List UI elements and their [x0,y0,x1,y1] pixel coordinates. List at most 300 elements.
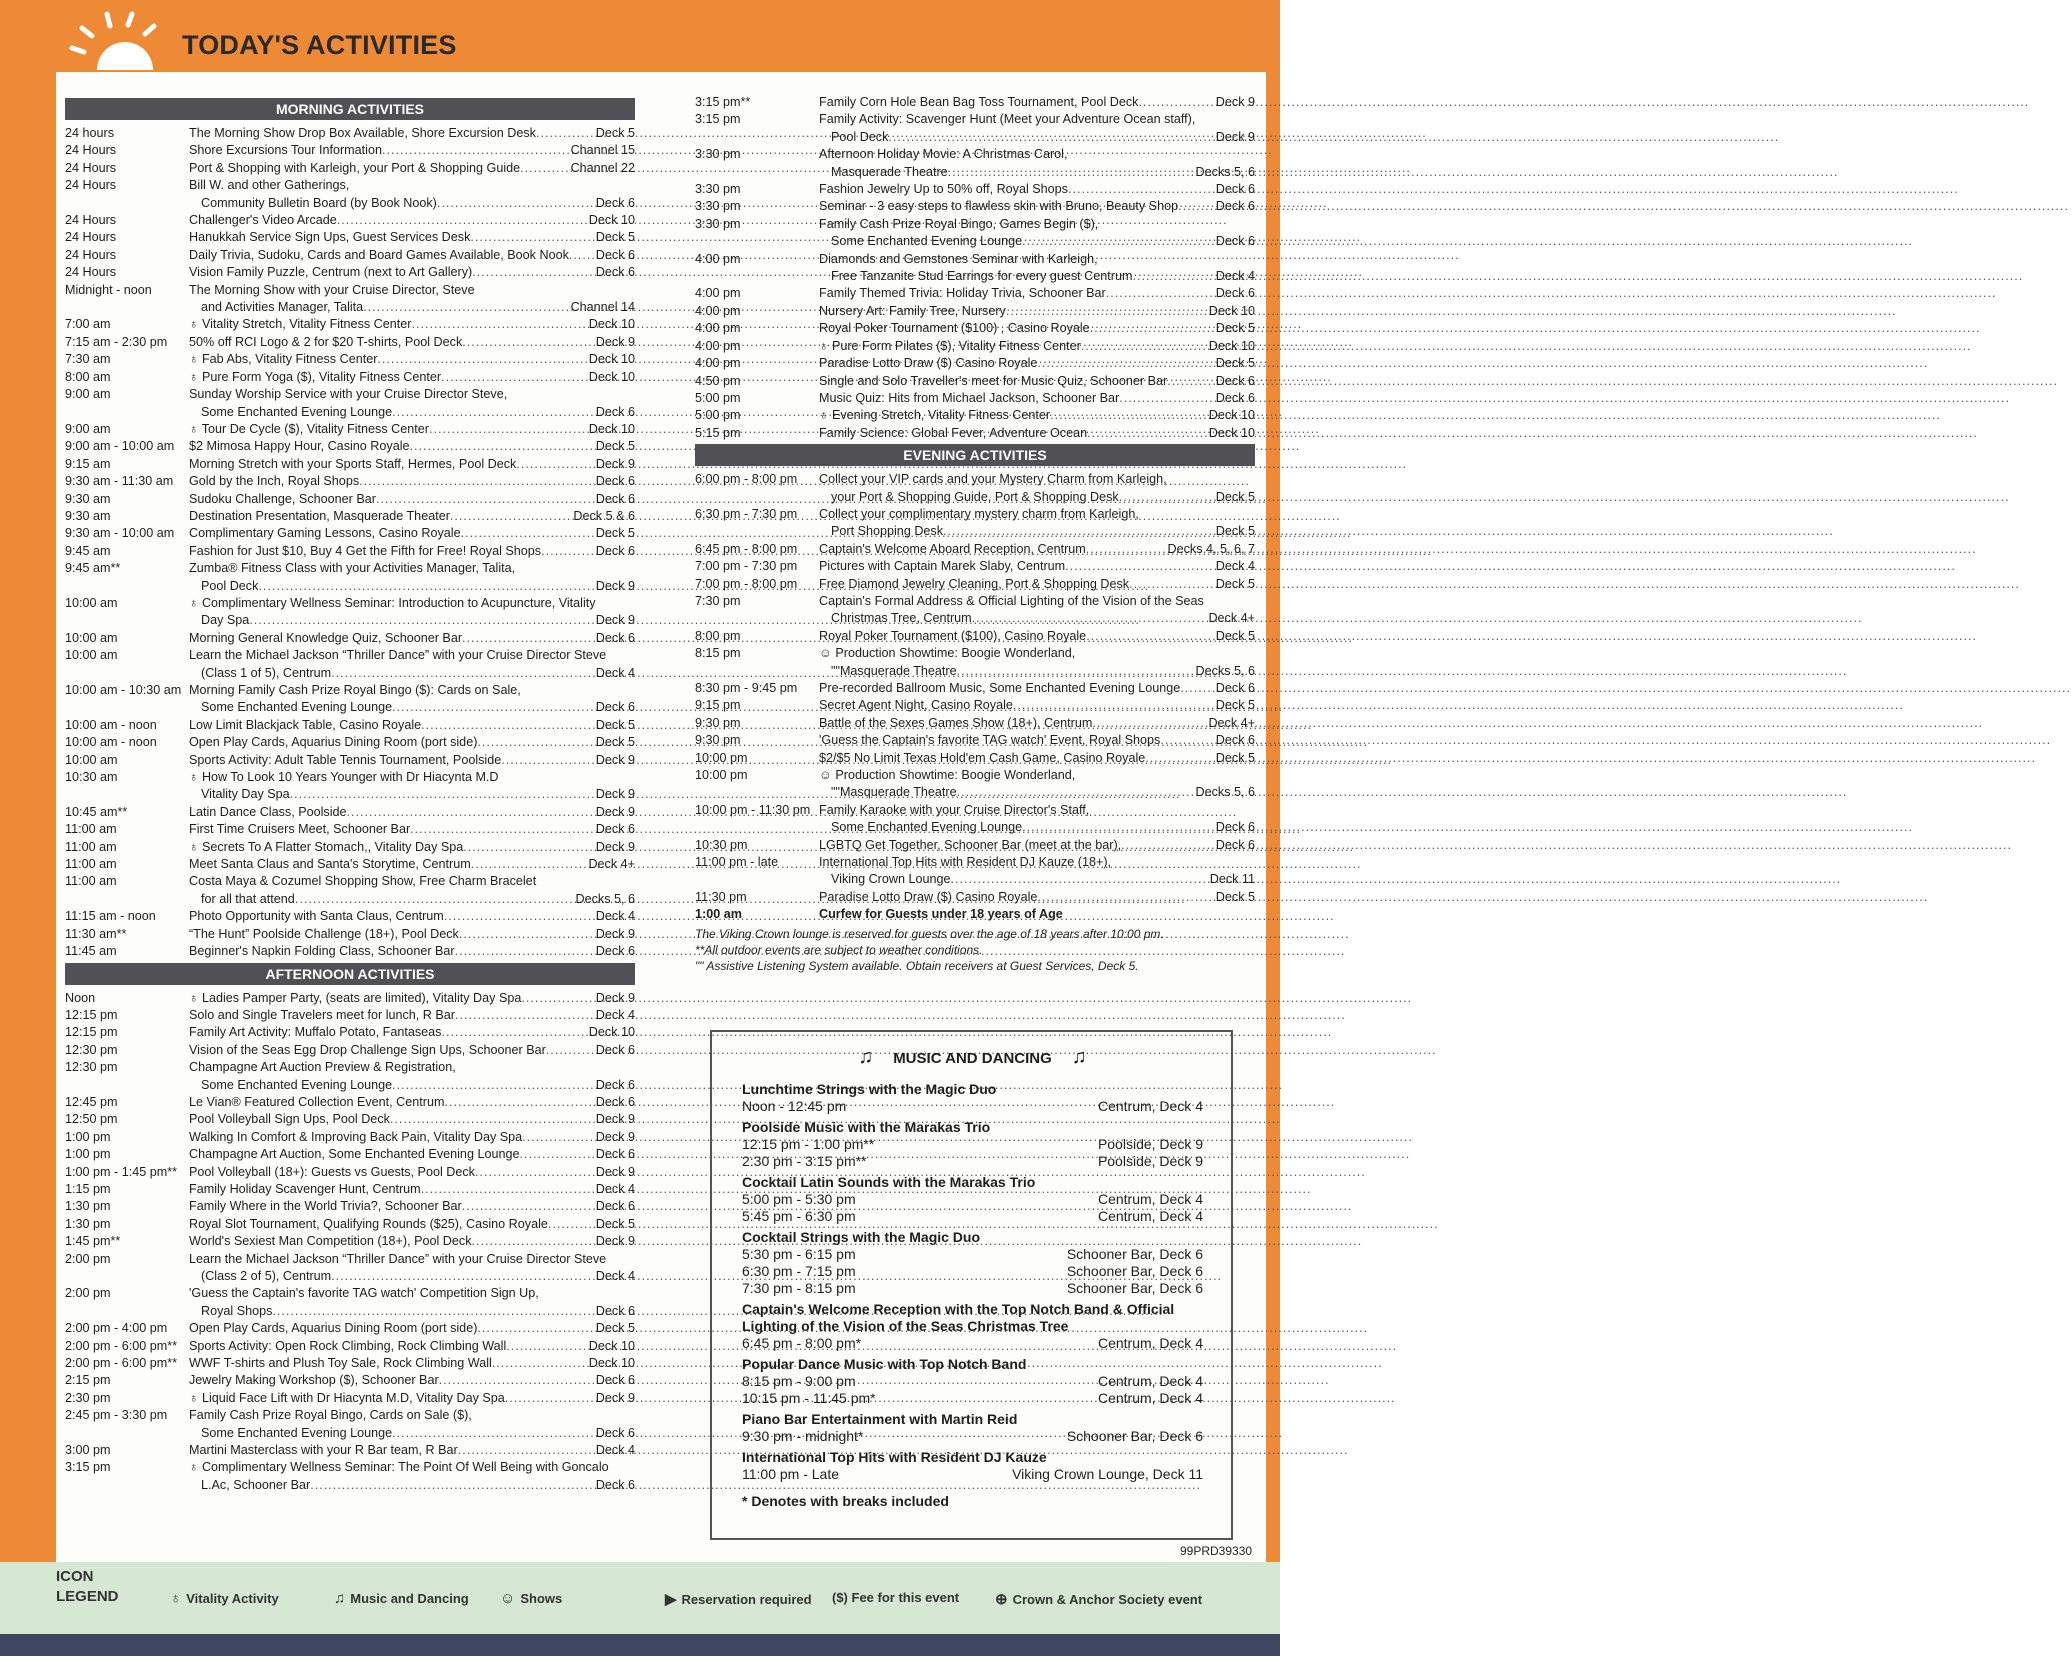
activity-line [819,425,1255,442]
activity-time: 7:30 pm [695,593,741,608]
activity-details [189,142,635,159]
music-time: 6:45 pm - 8:00 pm* [742,1335,862,1351]
activity-location: Deck 9 [595,1129,635,1144]
activity-location: Deck 5 [1215,524,1255,539]
activity-details [819,198,1255,215]
activity-details [189,160,635,177]
activity-details [189,839,635,856]
activity-text: Morning General Knowledge Quiz, Schooner Bar [189,630,463,645]
leader-dots [1167,373,1215,390]
activity-text: Zumba® Fitness Class with your Activities Manager, Talita, [189,561,516,576]
music-title: ♫ MUSIC AND DANCING ♫ [858,1046,1087,1068]
activity-time: 1:00 pm [65,1147,111,1162]
activity-location: Decks 5, 6 [1195,785,1255,800]
activity-details [189,1233,635,1250]
activity-location: Deck 4 [595,1007,635,1022]
music-act-title: Cocktail Strings with the Magic Duo [742,1229,981,1245]
activity-location: Deck 10 [588,213,635,228]
leader-dots [462,1198,595,1215]
activity-line [819,663,1255,680]
activity-row [65,1059,635,1094]
leader-dots [520,160,569,177]
activity-time: 1:00 am [695,907,742,922]
activity-location: Deck 4 [1215,559,1255,574]
activity-line [819,784,1255,801]
activity-location: Deck 9 [595,1112,635,1127]
leader-dots [972,610,1208,627]
activity-details [819,854,1255,889]
leader-dots [506,1338,588,1355]
activity-location: Deck 9 [595,926,635,941]
activity-row [65,682,635,717]
activity-time: 11:00 am [65,839,117,854]
activity-row [65,1094,635,1111]
activity-text: Pre-recorded Ballroom Music, Some Enchanted Evening Lounge [819,681,1181,695]
leader-dots [461,525,595,542]
leader-dots [519,1146,594,1163]
leader-dots [410,438,595,455]
activity-row [695,506,1255,541]
activity-details [189,1459,635,1494]
activity-line [819,373,1255,390]
leader-dots [501,752,595,769]
activity-line [189,595,635,612]
activity-details [189,177,635,212]
activity-text: Learn the Michael Jackson “Thriller Dance” with your Cruise Director Steve [189,648,607,663]
activity-line [819,750,1255,767]
activity-line [189,839,635,856]
activity-row [65,1338,635,1355]
activity-line [189,1164,635,1181]
activity-time: 4:00 pm [695,338,741,353]
activity-location: Deck 6 [1215,837,1255,852]
activity-location: Deck 5 [1215,628,1255,643]
section-header: EVENING ACTIVITIES [695,444,1255,466]
activity-details [189,1129,635,1146]
activity-text: Fashion for Just $10, Buy 4 Get the Fifth for Free! Royal Shops [189,543,542,558]
activity-row [65,1285,635,1320]
activity-time: 10:00 am - 10:30 am [65,683,182,697]
music-location: Schooner Bar, Deck 6 [1066,1428,1203,1444]
footnotes [695,926,1255,974]
activity-text: Christmas Tree, Centrum [831,611,972,626]
activity-text: Family Karaoke with your Cruise Director's Staff, [819,802,1090,817]
activity-row [695,303,1255,320]
activity-location: Deck 6 [1215,182,1255,197]
activity-row [695,837,1255,854]
activity-time: 9:30 am - 11:30 am [65,474,174,489]
activity-row [65,160,635,177]
leader-dots [1081,338,1208,355]
activity-text: Music Quiz: Hits from Michael Jackson, Schooner Bar [819,390,1120,405]
music-location: Poolside, Deck 9 [1097,1153,1203,1169]
activity-time: 11:30 pm [695,889,747,904]
legend-shows: ☺ Shows [500,1590,563,1607]
activity-time: 10:45 am** [65,804,128,819]
leader-dots [1129,576,1215,593]
leader-dots [951,871,1209,888]
music-location: Centrum, Deck 4 [1097,1390,1203,1406]
activity-line [189,943,635,960]
activity-location: Deck 4+ [1208,611,1255,626]
activity-location: Decks 5, 6 [1195,164,1255,179]
leader-dots [1119,489,1215,506]
activity-line [189,1459,635,1476]
activity-time: 2:00 pm [65,1251,111,1266]
activity-time: 2:15 pm [65,1373,111,1388]
activity-line [819,94,1255,111]
activity-details [819,576,1255,593]
activity-line [189,1129,635,1146]
activity-row [695,645,1255,680]
activity-text: Destination Presentation, Masquerade Theater [189,508,450,523]
activity-text: Morning Family Cash Prize Royal Bingo ($): Cards on Sale, [189,683,521,697]
activity-text: International Top Hits with Resident DJ Kauze (18+), [819,855,1112,870]
activity-text: Some Enchanted Evening Lounge [831,820,1023,835]
activity-row [65,908,635,925]
activity-text: Family Themed Trivia: Holiday Trivia, Schooner Bar [819,286,1106,301]
activity-text: World's Sexiest Man Competition (18+), Pool Deck [189,1234,472,1249]
legend-fee: ($) Fee for this event [832,1590,960,1605]
activity-time: 9:30 am [65,508,111,523]
activity-text: Some Enchanted Evening Lounge [201,700,393,715]
leader-dots [410,821,595,838]
activity-line [189,1303,635,1320]
activity-line [189,1007,635,1024]
activity-line [189,699,635,716]
activity-row [695,854,1255,889]
activity-row [65,543,635,560]
activity-row [695,576,1255,593]
activity-text: Family Activity: Scavenger Hunt (Meet your Adventure Ocean staff), [819,112,1196,127]
activity-line [189,1077,635,1094]
leader-dots [470,229,594,246]
activity-line [189,195,635,212]
activity-details [819,715,1255,732]
activity-line [189,1338,635,1355]
activity-time: 12:15 pm [65,1007,118,1022]
activity-details [189,212,635,229]
activity-details [819,216,1255,251]
activity-text: Vision of the Seas Egg Drop Challenge Sign Ups, Schooner Bar [189,1042,546,1057]
music-time: 5:45 pm - 6:30 pm [742,1208,856,1224]
activity-text: Royal Slot Tournament, Qualifying Rounds ($25), Casino Royale [189,1216,548,1231]
activity-location: Deck 6 [595,1425,635,1440]
activity-row [65,1007,635,1024]
music-time-row [742,1466,1203,1483]
activity-location: Deck 5 [1215,698,1255,713]
activity-row [65,316,635,333]
activity-row [695,715,1255,732]
activity-line [189,1407,635,1424]
activity-time: 7:30 am [65,352,111,367]
activity-text: Collect your complimentary mystery charm from Karleigh, [819,506,1139,521]
activity-details [189,456,635,473]
activity-text: Open Play Cards, Aquarius Dining Room (port side) [189,1321,478,1336]
activity-location: Deck 6 [595,1077,635,1092]
footnote: "" Assistive Listening System available. Obtain receivers at Guest Services, Deck 5. [695,958,1139,973]
activity-row [65,177,635,212]
activity-row [65,943,635,960]
activity-details [189,734,635,751]
activity-time: 9:00 am - 10:00 am [65,439,175,454]
activity-text: 'Guess the Captain's favorite TAG watch' Competition Sign Up, [189,1286,539,1301]
activity-row [65,264,635,281]
activity-time: 24 Hours [65,230,117,245]
activity-text: Bill W. and other Gatherings, [189,178,350,193]
activity-row [695,373,1255,390]
leader-dots [295,891,575,908]
activity-line [819,407,1255,424]
activity-time: 12:45 pm [65,1094,118,1109]
leader-dots [505,1390,595,1407]
leader-dots [492,1355,588,1372]
activity-text: ♁ Liquid Face Lift with Dr Hiacynta M.D, Vitality Day Spa [189,1390,505,1405]
activity-row [65,595,635,630]
activity-time: 10:00 am - noon [65,717,157,732]
activity-text: Pool Deck [201,578,259,593]
activity-line [189,1477,635,1494]
activity-line [819,251,1255,268]
activity-line [819,390,1255,407]
activity-time: 3:30 pm [695,199,741,214]
activity-text: Nursery Art: Family Tree, Nursery [819,303,1006,318]
activity-location: Deck 9 [595,839,635,854]
activity-time: 6:30 pm - 7:30 pm [695,506,798,521]
activity-row [695,906,1255,923]
activity-row [65,560,635,595]
music-act-title: Captain's Welcome Reception with the Top Notch Band & Official Lighting of the Vision of the Seas Christmas Tree [742,1301,1175,1334]
activity-line [189,282,635,299]
activity-location: Deck 5 [595,526,635,541]
activity-location: Deck 6 [595,247,635,262]
activity-text: Family Science: Global Fever, Adventure Ocean [819,425,1088,440]
music-time-row [742,1208,1203,1225]
leader-dots [957,784,1195,801]
activity-line [819,680,1255,697]
activity-time: 8:00 pm [695,628,741,643]
activity-details [189,873,635,908]
music-time-row [742,1263,1203,1280]
leader-dots [1145,750,1215,767]
activity-row [65,1459,635,1494]
activity-text: Royal Shops [201,1303,273,1318]
activity-row [65,1372,635,1389]
activity-line [819,889,1255,906]
activity-row [65,1198,635,1215]
activity-time: 10:00 am [65,595,118,610]
activity-line [819,355,1255,372]
activity-line [189,786,635,803]
activity-line [189,1198,635,1215]
activity-row [65,1442,635,1459]
activity-line [819,320,1255,337]
leader-dots [437,195,595,212]
activity-location: Deck 5 [1215,356,1255,371]
activity-time: 4:00 pm [695,321,741,336]
activity-line [189,1216,635,1233]
activity-location: Deck 9 [595,456,635,471]
music-time: 2:30 pm - 3:15 pm** [742,1153,867,1169]
activity-location: Deck 10 [1208,425,1255,440]
activity-text: Free Diamond Jewelry Cleaning, Port & Shopping Desk [819,576,1130,591]
activity-text: Champagne Art Auction Preview & Registration, [189,1060,456,1075]
leader-dots [421,1181,595,1198]
activity-line [819,471,1255,488]
leader-dots [249,612,594,629]
activity-text: Family Art Activity: Muffalo Potato, Fantaseas [189,1025,442,1040]
activity-text: Captain's Welcome Aboard Reception, Centrum [819,541,1086,556]
activity-time: 11:00 pm - late [695,855,779,870]
activity-time: 24 Hours [65,265,117,280]
activity-time: 10:00 am [65,648,118,663]
activity-row [695,285,1255,302]
activity-text: Afternoon Holiday Movie: A Christmas Carol, [819,147,1068,162]
activity-time: Noon [65,990,96,1005]
activity-line [189,299,635,316]
activity-row [65,369,635,386]
activity-line [189,229,635,246]
activity-location: Deck 11 [1209,872,1255,887]
leader-dots [455,1007,595,1024]
activity-location: Deck 9 [595,1234,635,1249]
activity-text: “The Hunt” Poolside Challenge (18+), Pool Deck [189,926,459,941]
activity-time: 9:15 am [65,456,111,471]
activity-row [65,1320,635,1337]
activity-line [189,264,635,281]
activity-time: 7:00 pm - 7:30 pm [695,559,798,574]
activity-text: Costa Maya & Cozumel Shopping Show, Free Charm Bracelet [189,874,537,889]
leader-dots [411,316,587,333]
activity-text: Martini Masterclass with your R Bar team, R Bar [189,1443,458,1458]
activity-time: 1:30 pm [65,1199,111,1214]
activity-row [65,717,635,734]
activity-details [819,94,1255,111]
activity-time: 8:30 pm - 9:45 pm [695,681,798,695]
activity-text: Pool Deck [831,129,889,144]
leader-dots [1121,837,1215,854]
activity-text: ♁ Fab Abs, Vitality Fitness Center [189,352,378,367]
activity-time: 1:30 pm [65,1216,111,1231]
activity-details [819,181,1255,198]
activity-row [65,630,635,647]
activity-time: 8:15 pm [695,646,741,661]
activity-location: Deck 6 [595,1477,635,1492]
activity-location: Channel 15 [570,143,635,158]
activity-location: Deck 5 [1215,576,1255,591]
activity-location: Deck 5 [595,717,635,732]
activity-row [65,1042,635,1059]
activity-row [65,1181,635,1198]
activity-line [189,647,635,664]
music-time: 8:15 pm - 9:00 pm [742,1373,856,1389]
activity-time: 11:00 am [65,822,117,837]
music-time: 12:15 pm - 1:00 pm** [742,1136,875,1152]
activity-row [695,407,1255,424]
activity-text: Vitality Day Spa [201,787,290,802]
activity-time: 12:30 pm [65,1060,118,1075]
music-note-icon: ♫ [858,1046,874,1068]
activity-line [189,873,635,890]
activity-location: Deck 4 [595,1443,635,1458]
activity-details [819,320,1255,337]
activity-line [189,1094,635,1111]
activity-details [819,558,1255,575]
activity-text: Paradise Lotto Draw ($) Casino Royale [819,889,1038,904]
activity-time: 3:30 pm [695,147,741,162]
activity-details [819,390,1255,407]
activity-location: Deck 10 [1208,338,1255,353]
activity-details [189,1042,635,1059]
music-footnote: * Denotes with breaks included [742,1493,949,1509]
legend-crown-anchor: ⊕ Crown & Anchor Society event [995,1591,1203,1608]
activity-line [189,1285,635,1302]
activity-time: 10:00 am [65,630,118,645]
leader-dots [1006,303,1208,320]
activity-details [819,251,1255,286]
activity-row [695,558,1255,575]
activity-line [819,837,1255,854]
activity-row [65,734,635,751]
activity-line [189,316,635,333]
activity-location: Deck 10 [588,352,635,367]
leader-dots [1132,268,1214,285]
activity-details [189,1338,635,1355]
activity-text: Open Play Cards, Aquarius Dining Room (port side) [189,735,478,750]
activity-text: Family Corn Hole Bean Bag Toss Tournament, Pool Deck [819,95,1139,109]
music-location: Schooner Bar, Deck 6 [1066,1263,1203,1279]
leader-dots [441,1024,587,1041]
activity-details [819,355,1255,372]
activity-text: ♁ Pure Form Yoga ($), Vitality Fitness Center [189,369,442,384]
activity-details [819,750,1255,767]
activity-details [189,560,635,595]
activity-location: Deck 9 [595,1164,635,1179]
leader-dots [337,212,588,229]
activity-details [189,1390,635,1407]
activity-details [189,1285,635,1320]
leader-dots [1086,541,1167,558]
activity-text: Viking Crown Lounge [831,872,951,887]
activity-details [819,471,1255,506]
activity-details [189,491,635,508]
activity-location: Deck 6 [595,1042,635,1057]
activity-text: Family Cash Prize Royal Bingo, Games Begin ($), [819,216,1099,231]
activity-time: 10:00 am - noon [65,735,157,750]
activity-location: Deck 6 [1215,681,1255,695]
leader-dots [429,421,588,438]
activity-details [189,1216,635,1233]
music-time: 6:30 pm - 7:15 pm [742,1263,856,1279]
activity-text: Some Enchanted Evening Lounge [831,234,1023,249]
leader-dots [1022,233,1215,250]
activity-text: Paradise Lotto Draw ($) Casino Royale [819,356,1038,371]
activity-details [189,1024,635,1041]
activity-text: Collect your VIP cards and your Mystery Charm from Karleigh, [819,472,1167,487]
leader-dots [1090,320,1215,337]
leader-dots [331,1268,595,1285]
leader-dots [516,456,594,473]
activity-time: 7:00 am [65,317,111,332]
leader-dots [477,1320,594,1337]
activity-text: Port & Shopping with Karleigh, your Port & Shopping Guide [189,160,521,175]
activity-location: Deck 6 [595,944,635,959]
activity-time: 4:00 pm [695,303,741,318]
activity-time: 11:45 am [65,944,117,959]
activity-row [65,1216,635,1233]
activity-details [189,1094,635,1111]
activity-details [189,525,635,542]
